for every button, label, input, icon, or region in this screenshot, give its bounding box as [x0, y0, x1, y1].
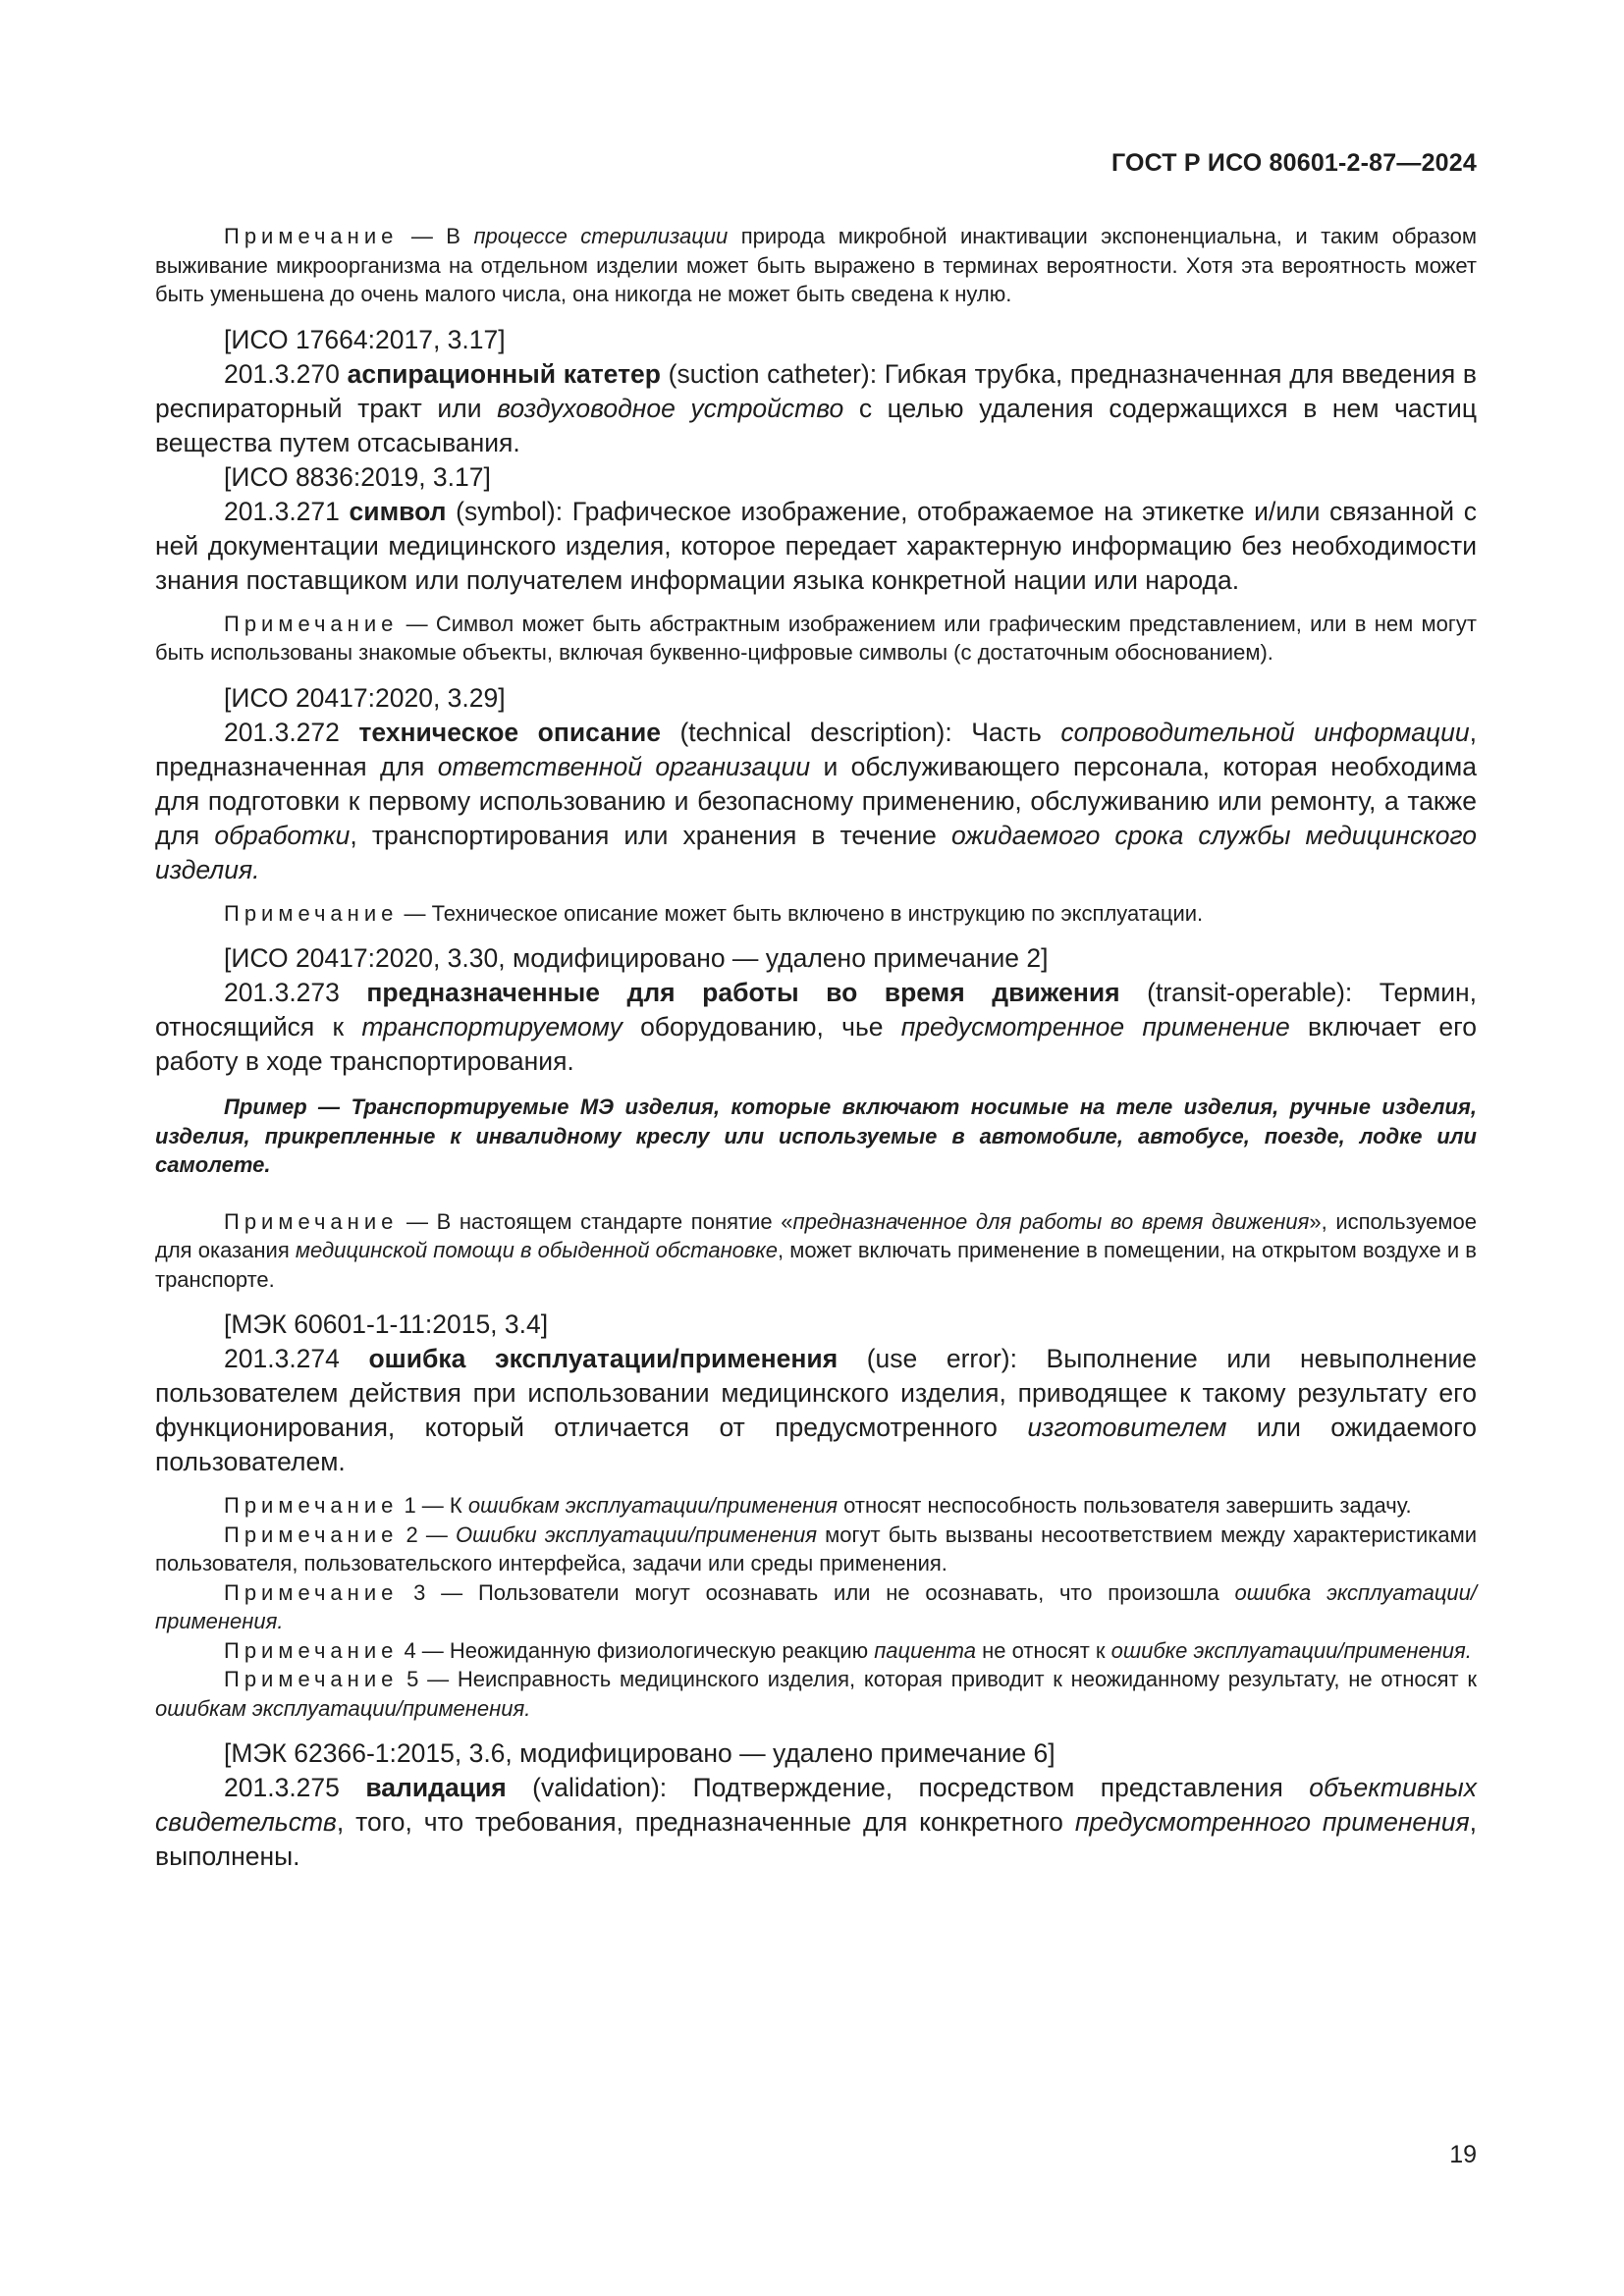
- text-run: с целью удаления содержащихся в нем частиц вещества путем отсасывания.: [155, 393, 1477, 457]
- text-run: — В: [398, 224, 474, 248]
- text-run: 5 — Неисправность медицинского изделия, которая приводит к неожиданному результату, не относят к: [398, 1667, 1477, 1691]
- text-run: могут быть вызваны несоответствием между характеристиками пользователя, пользовательского интерфейса, задачи или среды применения.: [155, 1522, 1477, 1575]
- body-paragraph: [155, 716, 1477, 887]
- text-run: (suction catheter): Гибкая трубка, предназначенная для введения в респираторный тракт или: [155, 358, 1477, 423]
- block-spacer: [155, 928, 1477, 941]
- term-bold: ошибка эксплуатации/применения: [368, 1344, 839, 1373]
- text-run: не относят к: [976, 1637, 1111, 1663]
- term-italic: изготовителем: [1027, 1413, 1227, 1442]
- text-run: (use error): Выполнение или невыполнение пользователем действия при использовании медицинского изделия, приводящее к такому результату его функционирования, который отличается от предусмотренного: [155, 1344, 1477, 1442]
- text-run: или ожидаемого пользователем.: [155, 1413, 1477, 1476]
- text-run: [ИСО 8836:2019, 3.17]: [224, 461, 491, 492]
- note-label: Примечание: [224, 1667, 399, 1691]
- body-paragraph: [155, 941, 1477, 976]
- text-run: [МЭК 62366-1:2015, 3.6, модифицировано — удалено примечание 6]: [224, 1738, 1056, 1768]
- note-paragraph: [155, 1207, 1477, 1295]
- term-italic: процессе стерилизации: [473, 224, 729, 248]
- text-run: Пример — Транспортируемые МЭ изделия, которые включают носимые на теле изделия, ручные изделия, изделия, прикрепленные к инвалидному креслу или используемые в автомобиле, автобусе, поезде, лодке или самолете.: [155, 1095, 1477, 1177]
- term-italic: воздуховодное устройство: [497, 393, 844, 423]
- text-run: », используемое для оказания: [155, 1208, 1478, 1262]
- text-run: (technical description): Часть: [660, 717, 1061, 747]
- text-run: , предназначенная для: [155, 717, 1477, 781]
- text-run: [МЭК 60601-1-11:2015, 3.4]: [224, 1309, 549, 1339]
- body-paragraph: [155, 976, 1477, 1079]
- text-run: [ИСО 20417:2020, 3.29]: [224, 682, 506, 713]
- text-run: [ИСО 17664:2017, 3.17]: [224, 324, 506, 354]
- note-label: Примечание: [224, 224, 399, 248]
- term-italic: ошибка эксплуатации/применения.: [155, 1579, 1478, 1633]
- text-run: [ИСО 20417:2020, 3.30, модифицировано — удалено примечание 2]: [224, 943, 1049, 973]
- text-run: , того, что требования, предназначенные для конкретного: [336, 1807, 1075, 1837]
- text-run: , транспортирования или хранения в течение: [350, 820, 951, 850]
- body-paragraph: [155, 1342, 1477, 1479]
- term-italic: сопроводительной информации: [1060, 717, 1470, 747]
- term-italic: ошибкам эксплуатации/применения: [467, 1493, 839, 1518]
- text-run: 4 — Неожиданную физиологическую реакцию: [398, 1637, 875, 1663]
- body-paragraph: [155, 357, 1477, 460]
- block-spacer: [155, 667, 1477, 681]
- text-run: 201.3.271: [224, 496, 350, 526]
- term-bold: валидация: [365, 1773, 507, 1802]
- text-run: 2 —: [398, 1522, 456, 1547]
- block-spacer: [155, 887, 1477, 899]
- text-run: , выполнены.: [155, 1807, 1478, 1871]
- text-run: 201.3.273: [224, 978, 367, 1007]
- term-italic: обработки: [214, 820, 351, 850]
- term-italic: ошибке эксплуатации/применения.: [1110, 1637, 1472, 1663]
- text-run: — Техническое описание может быть включено в инструкцию по эксплуатации.: [398, 900, 1204, 926]
- text-run: 201.3.272: [224, 717, 359, 747]
- term-italic: ошибкам эксплуатации/применения.: [155, 1695, 531, 1721]
- text-run: относят неспособность пользователя завершить задачу.: [838, 1493, 1412, 1518]
- term-bold: предназначенные для работы во время движения: [366, 978, 1120, 1007]
- text-run: — В настоящем стандарте понятие «: [398, 1208, 793, 1234]
- block-spacer: [155, 1180, 1477, 1207]
- page-number: 19: [1449, 2141, 1477, 2168]
- block-spacer: [155, 1723, 1477, 1736]
- body-paragraph: [155, 681, 1477, 716]
- term-bold: символ: [349, 496, 447, 526]
- term-italic: транспортируемому: [361, 1012, 623, 1041]
- note-label: Примечание: [224, 1522, 399, 1547]
- term-italic: ожидаемого срока службы медицинского изделия.: [155, 820, 1478, 884]
- note-paragraph: [155, 1636, 1477, 1666]
- block-spacer: [155, 1079, 1477, 1093]
- body-paragraph: [155, 495, 1477, 598]
- text-run: (validation): Подтверждение, посредством представления: [506, 1773, 1310, 1802]
- text-run: природа микробной инактивации экспоненциальна, и таким образом выживание микроорганизма на отдельном изделии может быть выражено в терминах вероятности. Хотя эта вероятность может быть уменьшена до очень малого числа, она никогда не может быть сведена к нулю.: [155, 224, 1477, 306]
- document-body: [155, 222, 1477, 1874]
- block-spacer: [155, 1479, 1477, 1491]
- text-run: (symbol): Графическое изображение, отображаемое на этикетке и/или связанной с ней документации медицинского изделия, которое передает характерную информацию без необходимости знания поставщиком или получателем информации языка конкретной нации или народа.: [155, 496, 1477, 595]
- note-paragraph: [155, 1491, 1477, 1521]
- note-label: Примечание: [224, 1579, 399, 1605]
- block-spacer: [155, 598, 1477, 610]
- document-header: ГОСТ Р ИСО 80601-2-87—2024: [1110, 149, 1477, 177]
- body-paragraph: [155, 323, 1477, 357]
- note-label: Примечание: [224, 1493, 399, 1518]
- note-paragraph: [155, 1665, 1477, 1723]
- text-run: 3 — Пользователи могут осознавать или не осознавать, что произошла: [398, 1579, 1235, 1605]
- text-run: и обслуживающего персонала, которая необходима для подготовки к первому использованию и безопасному применению, обслуживанию или ремонту, а также для: [155, 751, 1477, 850]
- term-italic: медицинской помощи в обыденной обстановке: [295, 1238, 779, 1262]
- note-label: Примечание: [224, 611, 399, 636]
- term-bold: техническое описание: [358, 717, 661, 747]
- text-run: 1 — К: [398, 1493, 468, 1518]
- body-paragraph: [155, 1736, 1477, 1771]
- note-label: Примечание: [224, 900, 399, 926]
- text-run: 201.3.275: [224, 1773, 366, 1802]
- text-run: 201.3.270: [224, 358, 348, 389]
- block-spacer: [155, 309, 1477, 323]
- body-paragraph: [155, 460, 1477, 495]
- term-bold: аспирационный катетер: [347, 358, 661, 389]
- term-italic: предусмотренного применения: [1074, 1807, 1470, 1837]
- text-run: , может включать применение в помещении, на открытом воздухе и в транспорте.: [155, 1238, 1477, 1292]
- example-paragraph: [155, 1093, 1477, 1180]
- term-italic: объективных свидетельств: [155, 1773, 1477, 1837]
- block-spacer: [155, 1294, 1477, 1308]
- term-italic: предназначенное для работы во время движения: [792, 1208, 1310, 1234]
- text-run: (transit-operable): Термин, относящийся к: [155, 978, 1478, 1041]
- note-label: Примечание: [224, 1208, 399, 1234]
- term-italic: Ошибки эксплуатации/применения: [455, 1522, 817, 1547]
- text-run: оборудованию, чье: [622, 1012, 901, 1041]
- note-paragraph: [155, 899, 1477, 929]
- text-run: — Символ может быть абстрактным изображением или графическим представлением, или в нем могут быть использованы знакомые объекты, включая буквенно-цифровые символы (с достаточным обоснованием).: [155, 611, 1477, 665]
- note-label: Примечание: [224, 1637, 399, 1663]
- note-paragraph: [155, 222, 1477, 309]
- note-paragraph: [155, 610, 1477, 667]
- text-run: включает его работу в ходе транспортирования.: [155, 1012, 1477, 1076]
- term-italic: пациента: [874, 1637, 976, 1663]
- term-italic: предусмотренное применение: [900, 1012, 1290, 1041]
- term-italic: ответственной организации: [437, 751, 811, 781]
- body-paragraph: [155, 1308, 1477, 1342]
- note-paragraph: [155, 1521, 1477, 1578]
- text-run: 201.3.274: [224, 1344, 369, 1373]
- note-paragraph: [155, 1578, 1477, 1636]
- body-paragraph: [155, 1771, 1477, 1874]
